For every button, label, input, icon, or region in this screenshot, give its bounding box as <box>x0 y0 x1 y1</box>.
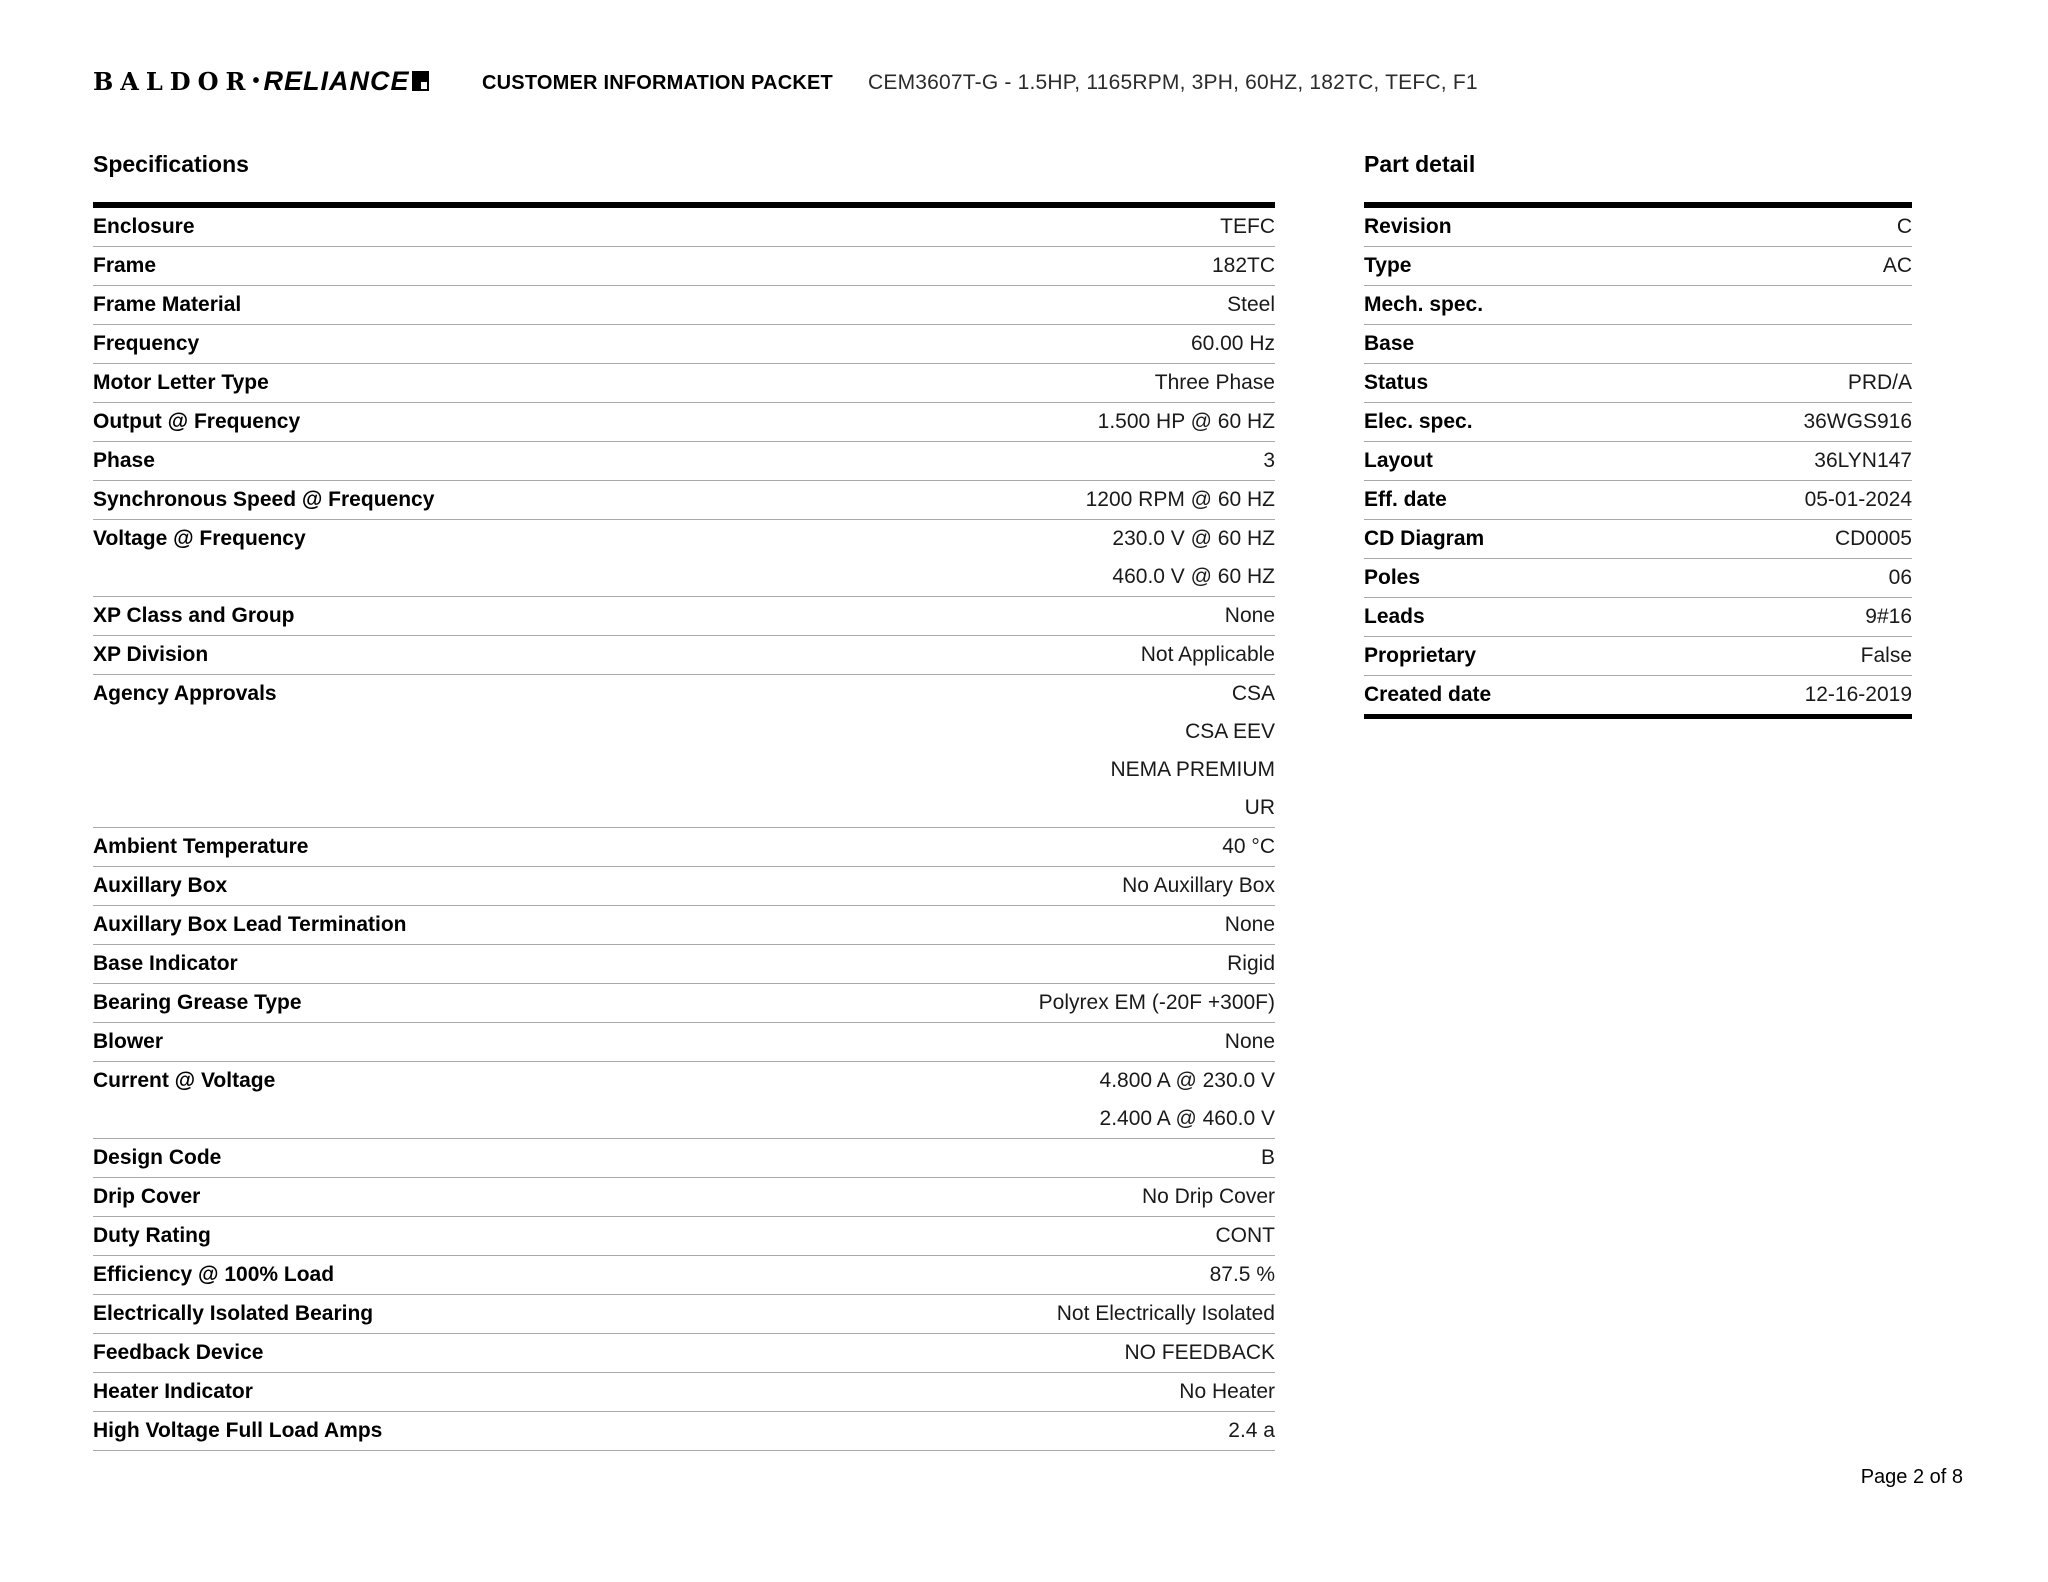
row-value <box>1124 1334 1275 1372</box>
value-line: CONT <box>1215 1224 1275 1247</box>
value-line: AC <box>1882 254 1912 277</box>
specifications-section <box>93 150 1275 1451</box>
row-label: Motor Letter Type <box>93 371 269 394</box>
table-row <box>93 403 1275 442</box>
value-line: TEFC <box>1220 215 1275 238</box>
logo-dot-separator: • <box>252 70 260 92</box>
value-line: 182TC <box>1211 254 1275 277</box>
table-row <box>93 286 1275 325</box>
value-line: CD0005 <box>1834 527 1912 550</box>
table-row <box>93 1217 1275 1256</box>
row-label: Auxillary Box <box>93 874 228 897</box>
value-line: C <box>1896 215 1912 238</box>
table-row <box>93 984 1275 1023</box>
table-row <box>1364 442 1912 481</box>
row-label: Blower <box>93 1030 164 1053</box>
value-line: 2.400 A @ 460.0 V <box>1099 1107 1275 1130</box>
row-label: High Voltage Full Load Amps <box>93 1419 383 1442</box>
value-line: No Heater <box>1179 1380 1275 1403</box>
row-value <box>1263 442 1275 480</box>
row-label: Created date <box>1364 683 1492 706</box>
row-label: Efficiency @ 100% Load <box>93 1263 335 1286</box>
row-value <box>1805 481 1912 519</box>
row-label: Heater Indicator <box>93 1380 253 1403</box>
table-row <box>93 1373 1275 1412</box>
row-value <box>1098 403 1275 441</box>
row-label: XP Division <box>93 643 209 666</box>
value-line: PRD/A <box>1847 371 1912 394</box>
baldor-reliance-logo <box>93 66 429 97</box>
value-line: B <box>1260 1146 1275 1169</box>
value-line: False <box>1860 644 1912 667</box>
row-label: Base Indicator <box>93 952 238 975</box>
table-row <box>93 481 1275 520</box>
value-line: No Drip Cover <box>1141 1185 1275 1208</box>
value-line: 9#16 <box>1865 605 1912 628</box>
table-row <box>93 828 1275 867</box>
row-value <box>1210 1256 1275 1294</box>
row-label: Layout <box>1364 449 1433 472</box>
row-label: Frame <box>93 254 157 277</box>
value-line: Steel <box>1227 293 1275 316</box>
row-value <box>1057 1295 1275 1333</box>
row-label: XP Class and Group <box>93 604 295 627</box>
table-row <box>93 675 1275 828</box>
value-line: Not Applicable <box>1140 643 1275 666</box>
row-label: Base <box>1364 332 1415 355</box>
table-row <box>1364 637 1912 676</box>
row-value <box>1889 559 1912 597</box>
row-value <box>1141 636 1275 674</box>
row-label: Design Code <box>93 1146 222 1169</box>
value-line: Polyrex EM (-20F +300F) <box>1038 991 1275 1014</box>
table-row <box>93 1412 1275 1451</box>
table-row <box>1364 325 1912 364</box>
table-row <box>93 597 1275 636</box>
table-row <box>93 442 1275 481</box>
document-title: CUSTOMER INFORMATION PACKET <box>482 72 833 94</box>
value-line: 230.0 V @ 60 HZ <box>1112 527 1275 550</box>
row-value <box>1100 1062 1275 1138</box>
specifications-title: Specifications <box>93 151 249 177</box>
logo-baldor-text: BALDOR <box>93 67 253 96</box>
part-detail-section <box>1364 150 1912 719</box>
part-detail-title: Part detail <box>1364 151 1476 177</box>
row-label: Revision <box>1364 215 1452 238</box>
row-value <box>1861 637 1912 675</box>
row-value <box>1865 598 1912 636</box>
table-row <box>93 208 1275 247</box>
row-label: Feedback Device <box>93 1341 264 1364</box>
part-detail-table <box>1364 202 1912 719</box>
table-row <box>93 247 1275 286</box>
value-line: 1.500 HP @ 60 HZ <box>1097 410 1275 433</box>
value-line: 3 <box>1263 449 1275 472</box>
row-label: Frequency <box>93 332 200 355</box>
row-value <box>1225 1023 1275 1061</box>
value-line: None <box>1224 1030 1275 1053</box>
table-row <box>1364 520 1912 559</box>
row-label: Drip Cover <box>93 1185 201 1208</box>
table-row <box>93 1139 1275 1178</box>
row-value <box>1897 208 1912 246</box>
row-value <box>1835 520 1912 558</box>
table-row <box>93 1062 1275 1139</box>
table-row <box>93 945 1275 984</box>
table-row <box>1364 481 1912 520</box>
value-line: 460.0 V @ 60 HZ <box>1112 565 1275 588</box>
row-label: Voltage @ Frequency <box>93 527 306 550</box>
value-line: Three Phase <box>1154 371 1275 394</box>
document-subtitle: CEM3607T-G - 1.5HP, 1165RPM, 3PH, 60HZ, 182TC, TEFC, F1 <box>868 71 1478 94</box>
row-value <box>1212 247 1275 285</box>
row-label: Elec. spec. <box>1364 410 1473 433</box>
value-line: 4.800 A @ 230.0 V <box>1099 1069 1275 1092</box>
value-line: No Auxillary Box <box>1122 874 1275 897</box>
table-row <box>1364 208 1912 247</box>
row-value <box>1191 325 1275 363</box>
row-value <box>1227 945 1275 983</box>
value-line: 12-16-2019 <box>1804 683 1912 706</box>
row-label: Output @ Frequency <box>93 410 301 433</box>
table-row <box>93 1023 1275 1062</box>
table-row <box>1364 364 1912 403</box>
value-line: NO FEEDBACK <box>1124 1341 1275 1364</box>
table-row <box>93 1295 1275 1334</box>
row-label: Auxillary Box Lead Termination <box>93 913 407 936</box>
value-line: 87.5 % <box>1209 1263 1275 1286</box>
row-value <box>1848 364 1912 402</box>
row-value <box>1086 481 1275 519</box>
row-label: Eff. date <box>1364 488 1447 511</box>
row-label: Status <box>1364 371 1429 394</box>
row-value <box>1039 984 1275 1022</box>
row-value <box>1814 442 1912 480</box>
row-value <box>1803 403 1912 441</box>
row-value <box>1261 1139 1275 1177</box>
table-row <box>93 325 1275 364</box>
value-line: CSA <box>1231 682 1275 705</box>
value-line: 06 <box>1888 566 1912 589</box>
row-label: CD Diagram <box>1364 527 1485 550</box>
row-label: Mech. spec. <box>1364 293 1484 316</box>
value-line: None <box>1224 913 1275 936</box>
value-line: 40 °C <box>1222 835 1275 858</box>
row-value <box>1155 364 1275 402</box>
table-row <box>1364 286 1912 325</box>
row-value <box>1216 1217 1276 1255</box>
row-label: Ambient Temperature <box>93 835 309 858</box>
row-value <box>1225 597 1275 635</box>
table-row <box>1364 559 1912 598</box>
row-label: Phase <box>93 449 155 472</box>
row-value <box>1110 675 1275 827</box>
row-value <box>1225 906 1275 944</box>
value-line: 36WGS916 <box>1803 410 1912 433</box>
table-row <box>93 1256 1275 1295</box>
page-number: Page 2 of 8 <box>1860 1466 1963 1488</box>
table-row <box>1364 676 1912 719</box>
value-line: 36LYN147 <box>1814 449 1912 472</box>
row-value <box>1179 1373 1275 1411</box>
row-label: Type <box>1364 254 1412 277</box>
row-label: Synchronous Speed @ Frequency <box>93 488 435 511</box>
table-row <box>93 1178 1275 1217</box>
row-label: Duty Rating <box>93 1224 211 1247</box>
row-value <box>1228 1412 1275 1450</box>
row-value <box>1142 1178 1275 1216</box>
logo-reliance-text: RELIANCE <box>263 66 410 96</box>
value-line: Rigid <box>1227 952 1275 975</box>
value-line: Not Electrically Isolated <box>1056 1302 1275 1325</box>
table-row <box>93 867 1275 906</box>
row-label: Bearing Grease Type <box>93 991 302 1014</box>
row-label: Agency Approvals <box>93 682 277 705</box>
table-row <box>1364 598 1912 637</box>
row-value <box>1222 828 1275 866</box>
row-value <box>1227 286 1275 324</box>
value-line: 60.00 Hz <box>1190 332 1275 355</box>
row-label: Electrically Isolated Bearing <box>93 1302 374 1325</box>
table-row <box>1364 403 1912 442</box>
row-label: Poles <box>1364 566 1421 589</box>
row-value <box>1883 247 1912 285</box>
row-label: Enclosure <box>93 215 195 238</box>
value-line: UR <box>1244 796 1275 819</box>
value-line: 05-01-2024 <box>1804 488 1912 511</box>
row-value <box>1220 208 1275 246</box>
table-row <box>93 636 1275 675</box>
table-row <box>93 520 1275 597</box>
row-label: Frame Material <box>93 293 242 316</box>
value-line: None <box>1224 604 1275 627</box>
value-line: NEMA PREMIUM <box>1110 758 1275 781</box>
row-label: Proprietary <box>1364 644 1477 667</box>
table-row <box>93 906 1275 945</box>
row-label: Leads <box>1364 605 1425 628</box>
table-row <box>1364 247 1912 286</box>
value-line: 1200 RPM @ 60 HZ <box>1085 488 1275 511</box>
row-value <box>1112 520 1275 596</box>
specifications-table <box>93 202 1275 1451</box>
value-line: 2.4 a <box>1228 1419 1275 1442</box>
value-line: CSA EEV <box>1185 720 1275 743</box>
row-label: Current @ Voltage <box>93 1069 276 1092</box>
table-row <box>93 1334 1275 1373</box>
table-row <box>93 364 1275 403</box>
row-value <box>1122 867 1275 905</box>
reliance-logo-mark-icon <box>412 71 429 91</box>
row-value <box>1805 676 1912 714</box>
